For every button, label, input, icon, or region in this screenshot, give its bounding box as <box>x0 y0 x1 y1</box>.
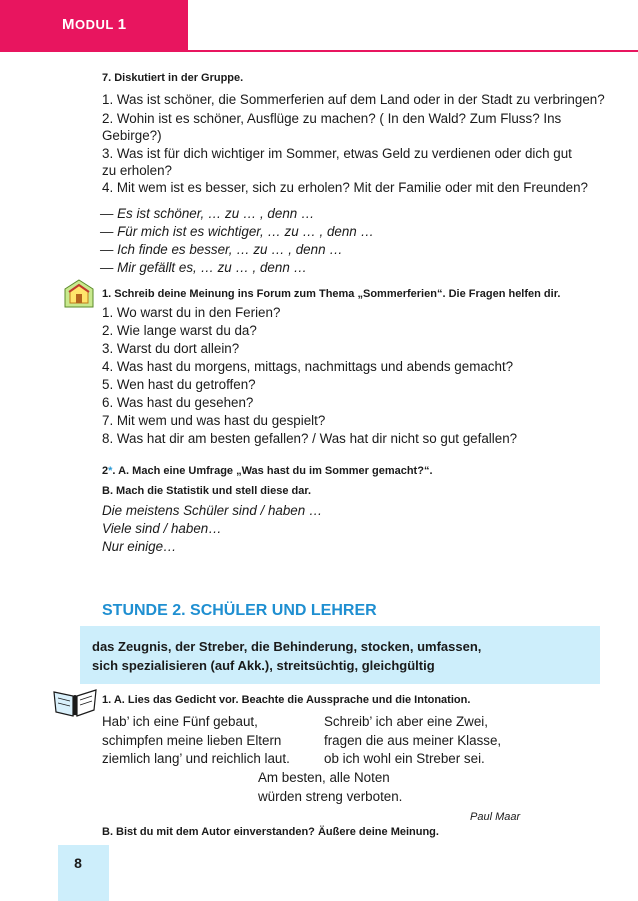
homework-1-question: 3. Warst du dort allein? <box>102 341 240 356</box>
poem-task-title: 1. A. Lies das Gedicht vor. Beachte die Aussprache und die Intonation. <box>102 694 471 706</box>
homework-1-question: 7. Mit wem und was hast du gespielt? <box>102 413 326 428</box>
statistic-phrase: Die meistens Schüler sind / haben … <box>102 503 323 518</box>
statistic-phrase: Viele sind / haben… <box>102 521 222 536</box>
phrase-line: — Es ist schöner, … zu … , denn … <box>100 206 315 221</box>
lesson-title: STUNDE 2. SCHÜLER UND LEHRER <box>102 602 377 619</box>
poem-line: Am besten, alle Noten <box>258 770 390 785</box>
homework-1-question: 5. Wen hast du getroffen? <box>102 377 256 392</box>
module-header-tab <box>0 0 188 52</box>
vocabulary-box <box>80 626 600 684</box>
header-rule <box>188 50 638 52</box>
poem-task-b: B. Bist du mit dem Autor einverstanden? Äußere deine Meinung. <box>102 826 439 838</box>
homework-2-title-b: B. Mach die Statistik und stell diese dar. <box>102 485 312 497</box>
task-7-question: 3. Was ist für dich wichtiger im Sommer, etwas Geld zu verdienen oder dich gut <box>102 146 572 161</box>
task-7-question: 1. Was ist schöner, die Sommerferien auf dem Land oder in der Stadt zu verbringen? <box>102 92 605 107</box>
poem-line: schimpfen meine lieben Eltern <box>102 733 282 748</box>
module-label: MODUL 1 <box>62 16 127 33</box>
poem-line: ziemlich lang’ und reichlich laut. <box>102 751 290 766</box>
phrase-line: — Mir gefällt es, … zu … , denn … <box>100 260 307 275</box>
statistic-phrase: Nur einige… <box>102 539 177 554</box>
task-7-question: Gebirge?) <box>102 128 162 143</box>
task-7-question: zu erholen? <box>102 163 172 178</box>
homework-1-question: 6. Was hast du gesehen? <box>102 395 254 410</box>
homework-1-question: 4. Was hast du morgens, mittags, nachmittags und abends gemacht? <box>102 359 514 374</box>
poem-line: ob ich wohl ein Streber sei. <box>324 751 485 766</box>
poem-author: Paul Maar <box>470 811 521 823</box>
poem-line: fragen die aus meiner Klasse, <box>324 733 502 748</box>
page-number: 8 <box>74 855 82 871</box>
poem-line: Schreib’ ich aber eine Zwei, <box>324 714 488 729</box>
house-icon <box>64 279 94 309</box>
open-book-icon <box>52 686 98 718</box>
homework-1-question: 8. Was hat dir am besten gefallen? / Was hat dir nicht so gut gefallen? <box>102 431 518 446</box>
homework-1-question: 2. Wie lange warst du da? <box>102 323 257 338</box>
vocabulary-line: das Zeugnis, der Streber, die Behinderung, stocken, umfassen, <box>92 639 482 654</box>
poem-line: würden streng verboten. <box>258 789 403 804</box>
homework-2-title-a: 2*. A. Mach eine Umfrage „Was hast du im Sommer gemacht?“. <box>102 465 433 477</box>
phrase-line: — Ich finde es besser, … zu … , denn … <box>100 242 343 257</box>
vocabulary-line: sich spezialisieren (auf Akk.), streitsüchtig, gleichgültig <box>92 658 435 673</box>
task-7-question: 4. Mit wem ist es besser, sich zu erholen? Mit der Familie oder mit den Freunden? <box>102 180 588 195</box>
homework-1-title: 1. Schreib deine Meinung ins Forum zum Thema „Sommerferien“. Die Fragen helfen dir. <box>102 288 561 300</box>
homework-1-question: 1. Wo warst du in den Ferien? <box>102 305 281 320</box>
phrase-line: — Für mich ist es wichtiger, … zu … , denn … <box>100 224 374 239</box>
task-7-title: 7. Diskutiert in der Gruppe. <box>102 72 244 84</box>
task-7-question: 2. Wohin ist es schöner, Ausflüge zu machen? ( In den Wald? Zum Fluss? Ins <box>102 111 562 126</box>
poem-line: Hab’ ich eine Fünf gebaut, <box>102 714 258 729</box>
page-number-bar <box>58 845 109 901</box>
